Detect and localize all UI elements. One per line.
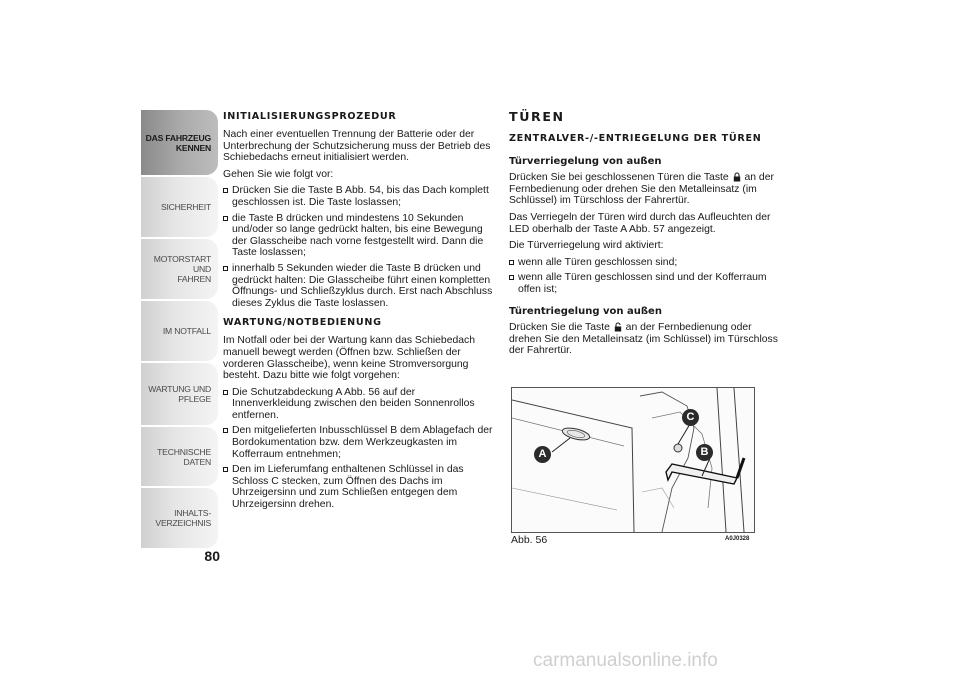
left-column [223,111,495,516]
maint-steps-list [223,387,495,511]
figure-code: A0J0328 [725,536,750,542]
list-item: innerhalb 5 Sekunden wieder die Taste B drücken und gedrückt halten: Die Glasscheibe führt einen kompletten Öffnungs- und Schließzyklus durch. Erst nach Abschluss dieses Zyklus die Taste loslassen. [223,263,495,309]
doors-heading: TÜREN [509,109,565,124]
tab-das-fahrzeug-kennen[interactable]: DAS FAHRZEUG KENNEN [141,110,218,175]
tab-motorstart-und-fahren[interactable]: MOTORSTART UND FAHREN [141,239,218,299]
tab-wartung-und-pflege[interactable]: WARTUNG UND PFLEGE [141,363,218,425]
callout-a: A [534,446,551,463]
lock-conditions-list [509,257,781,296]
init-heading: INITIALISIERUNGSPROZEDUR [223,111,397,122]
tab-sicherheit[interactable]: SICHERHEIT [141,177,218,237]
init-steps-list [223,185,495,309]
figure-caption: Abb. 56 [511,534,548,546]
init-steps-lead: Gehen Sie wie folgt vor: [223,168,334,180]
lock-open-icon [614,322,622,332]
unlock-subheading: Türentriegelung von außen [509,305,662,317]
central-locking-heading: ZENTRALVER-/-ENTRIEGELUNG DER TÜREN [509,132,762,144]
unlock-instructions: Drücken Sie die Taste an der Fernbedienung oder drehen Sie den Metalleinsatz (im Schlüssel) im Türschloss der Fahrertür. [509,322,778,357]
list-item: die Taste B drücken und mindestens 10 Sekunden und/oder so lange gedrückt halten, bis eine Bewegung der Glasscheibe nach vorne festgestellt wird. Dann die Taste loslassen; [223,213,495,259]
callout-c: C [682,409,699,426]
tab-im-notfall[interactable]: IM NOTFALL [141,301,218,361]
list-item: wenn alle Türen geschlossen sind und der Kofferraum offen ist; [509,272,781,295]
right-column [509,111,781,362]
led-text: Das Verriegeln der Türen wird durch das Aufleuchten der LED oberhalb der Taste A Abb. 57 angezeigt. [509,211,771,235]
watermark: carmanualsonline.info [533,650,718,671]
maint-intro: Im Notfall oder bei der Wartung kann das Schiebedach manuell bewegt werden (Öffnen bzw. Schließen der vorderen Glasscheibe), wenn keine Stromversorgung besteht. Dazu bitte wie folgt vorgehen: [223,335,476,382]
list-item: Den mitgelieferten Inbusschlüssel B dem Ablagefach der Bordokumentation bzw. dem Werkzeugkasten im Kofferraum entnehmen; [223,425,495,460]
list-item: Drücken Sie die Taste B Abb. 54, bis das Dach komplett geschlossen ist. Die Taste loslassen; [223,185,495,208]
lock-instructions: Drücken Sie bei geschlossenen Türen die Taste an der Fernbedienung oder drehen Sie den Metalleinsatz (im Schlüssel) im Türschloss der Fahrertür. [509,172,774,207]
activated-text: Die Türverriegelung wird aktiviert: [509,240,664,252]
callout-b: B [696,444,713,461]
tab-technische-daten[interactable]: TECHNISCHE DATEN [141,427,218,486]
list-item: Die Schutzabdeckung A Abb. 56 auf der Innenverkleidung zwischen den beiden Sonnenrollos entfernen. [223,387,495,422]
tab-inhaltsverzeichnis[interactable]: INHALTS- VERZEICHNIS [141,488,218,548]
list-item: wenn alle Türen geschlossen sind; [509,257,781,269]
lock-closed-icon [733,172,741,182]
lock-subheading: Türverriegelung von außen [509,155,662,167]
init-intro: Nach einer eventuellen Trennung der Batterie oder der Unterbrechung der Schutzsicherung muss der Betrieb des Schiebedachs erneut initialisiert werden. [223,129,491,164]
figure-abb-56 [511,387,755,533]
page-number: 80 [204,548,220,564]
list-item: Den im Lieferumfang enthaltenen Schlüssel in das Schloss C stecken, zum Öffnen des Dachs im Uhrzeigersinn und zum Schließen entgegen dem Uhrzeigersinn drehen. [223,464,495,510]
maint-heading: WARTUNG/NOTBEDIENUNG [223,317,382,329]
